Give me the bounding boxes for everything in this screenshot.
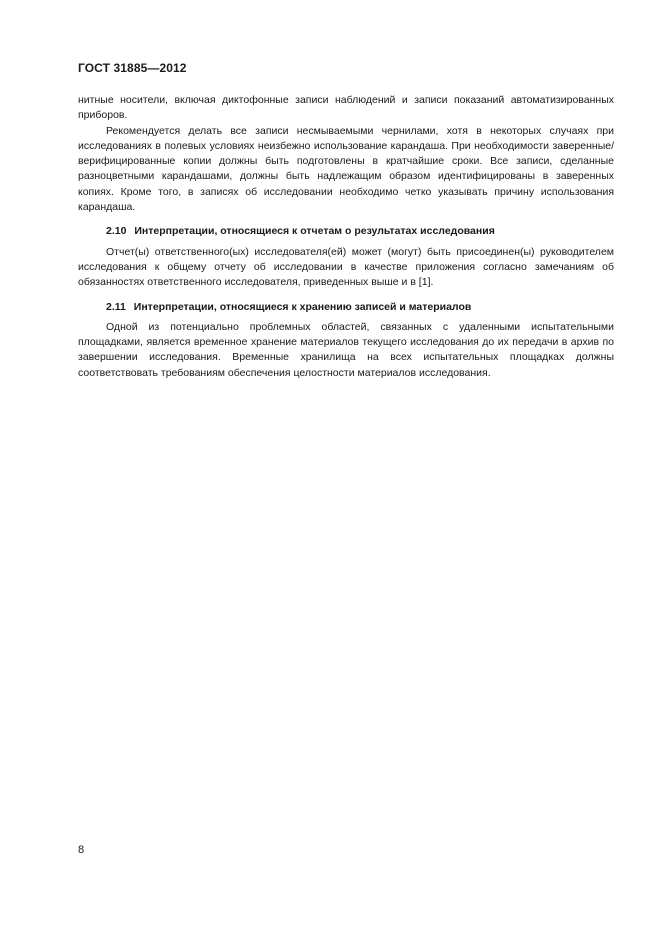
page-number: 8 [78, 844, 85, 856]
section-title: Интерпретации, относящиеся к хранению записей и материалов [133, 300, 472, 313]
section-2-11-heading [78, 300, 614, 315]
document-body [78, 93, 614, 381]
paragraph-continuation: нитные носители, включая диктофонные записи наблюдений и записи показаний автоматизированных приборов. [78, 94, 614, 122]
section-2-10-heading [78, 224, 614, 239]
section-title: Интерпретации, относящиеся к отчетам о результатах исследования [134, 225, 495, 238]
section-number: 2.11 [106, 300, 126, 313]
section-2-11-text: Одной из потенциально проблемных областей, связанных с удаленными испытательными площадками, является временное хранение материалов текущего исследования до их передачи в архив по завершении исследования. Временные хранилища на всех испытательных площадках должны соответствовать требованиям обеспечения целостности материалов исследования. [78, 320, 614, 379]
section-2-10-text: Отчет(ы) ответственного(ых) исследователя(ей) может (могут) быть присоединен(ы) руководителем исследования к общему отчету об исследовании в качестве приложения согласно замечаниям об обязанностях ответственного исследователя, приведенных выше и в [1]. [78, 245, 614, 289]
paragraph-records-ink: Рекомендуется делать все записи несмываемыми чернилами, хотя в некоторых случаях при исследованиях в полевых условиях неизбежно использование карандаша. При необходимости заверенные/верифицированные копии должны быть подготовлены в кратчайшие сроки. Все записи, сделанные разноцветными карандашами, должны быть надлежащим образом идентифицированы в заверенных копиях. Кроме того, в записях об исследовании необходимо четко указывать причину использования карандаша. [78, 124, 614, 214]
section-number: 2.10 [106, 225, 127, 238]
document-header: ГОСТ 31885—2012 [78, 61, 187, 75]
